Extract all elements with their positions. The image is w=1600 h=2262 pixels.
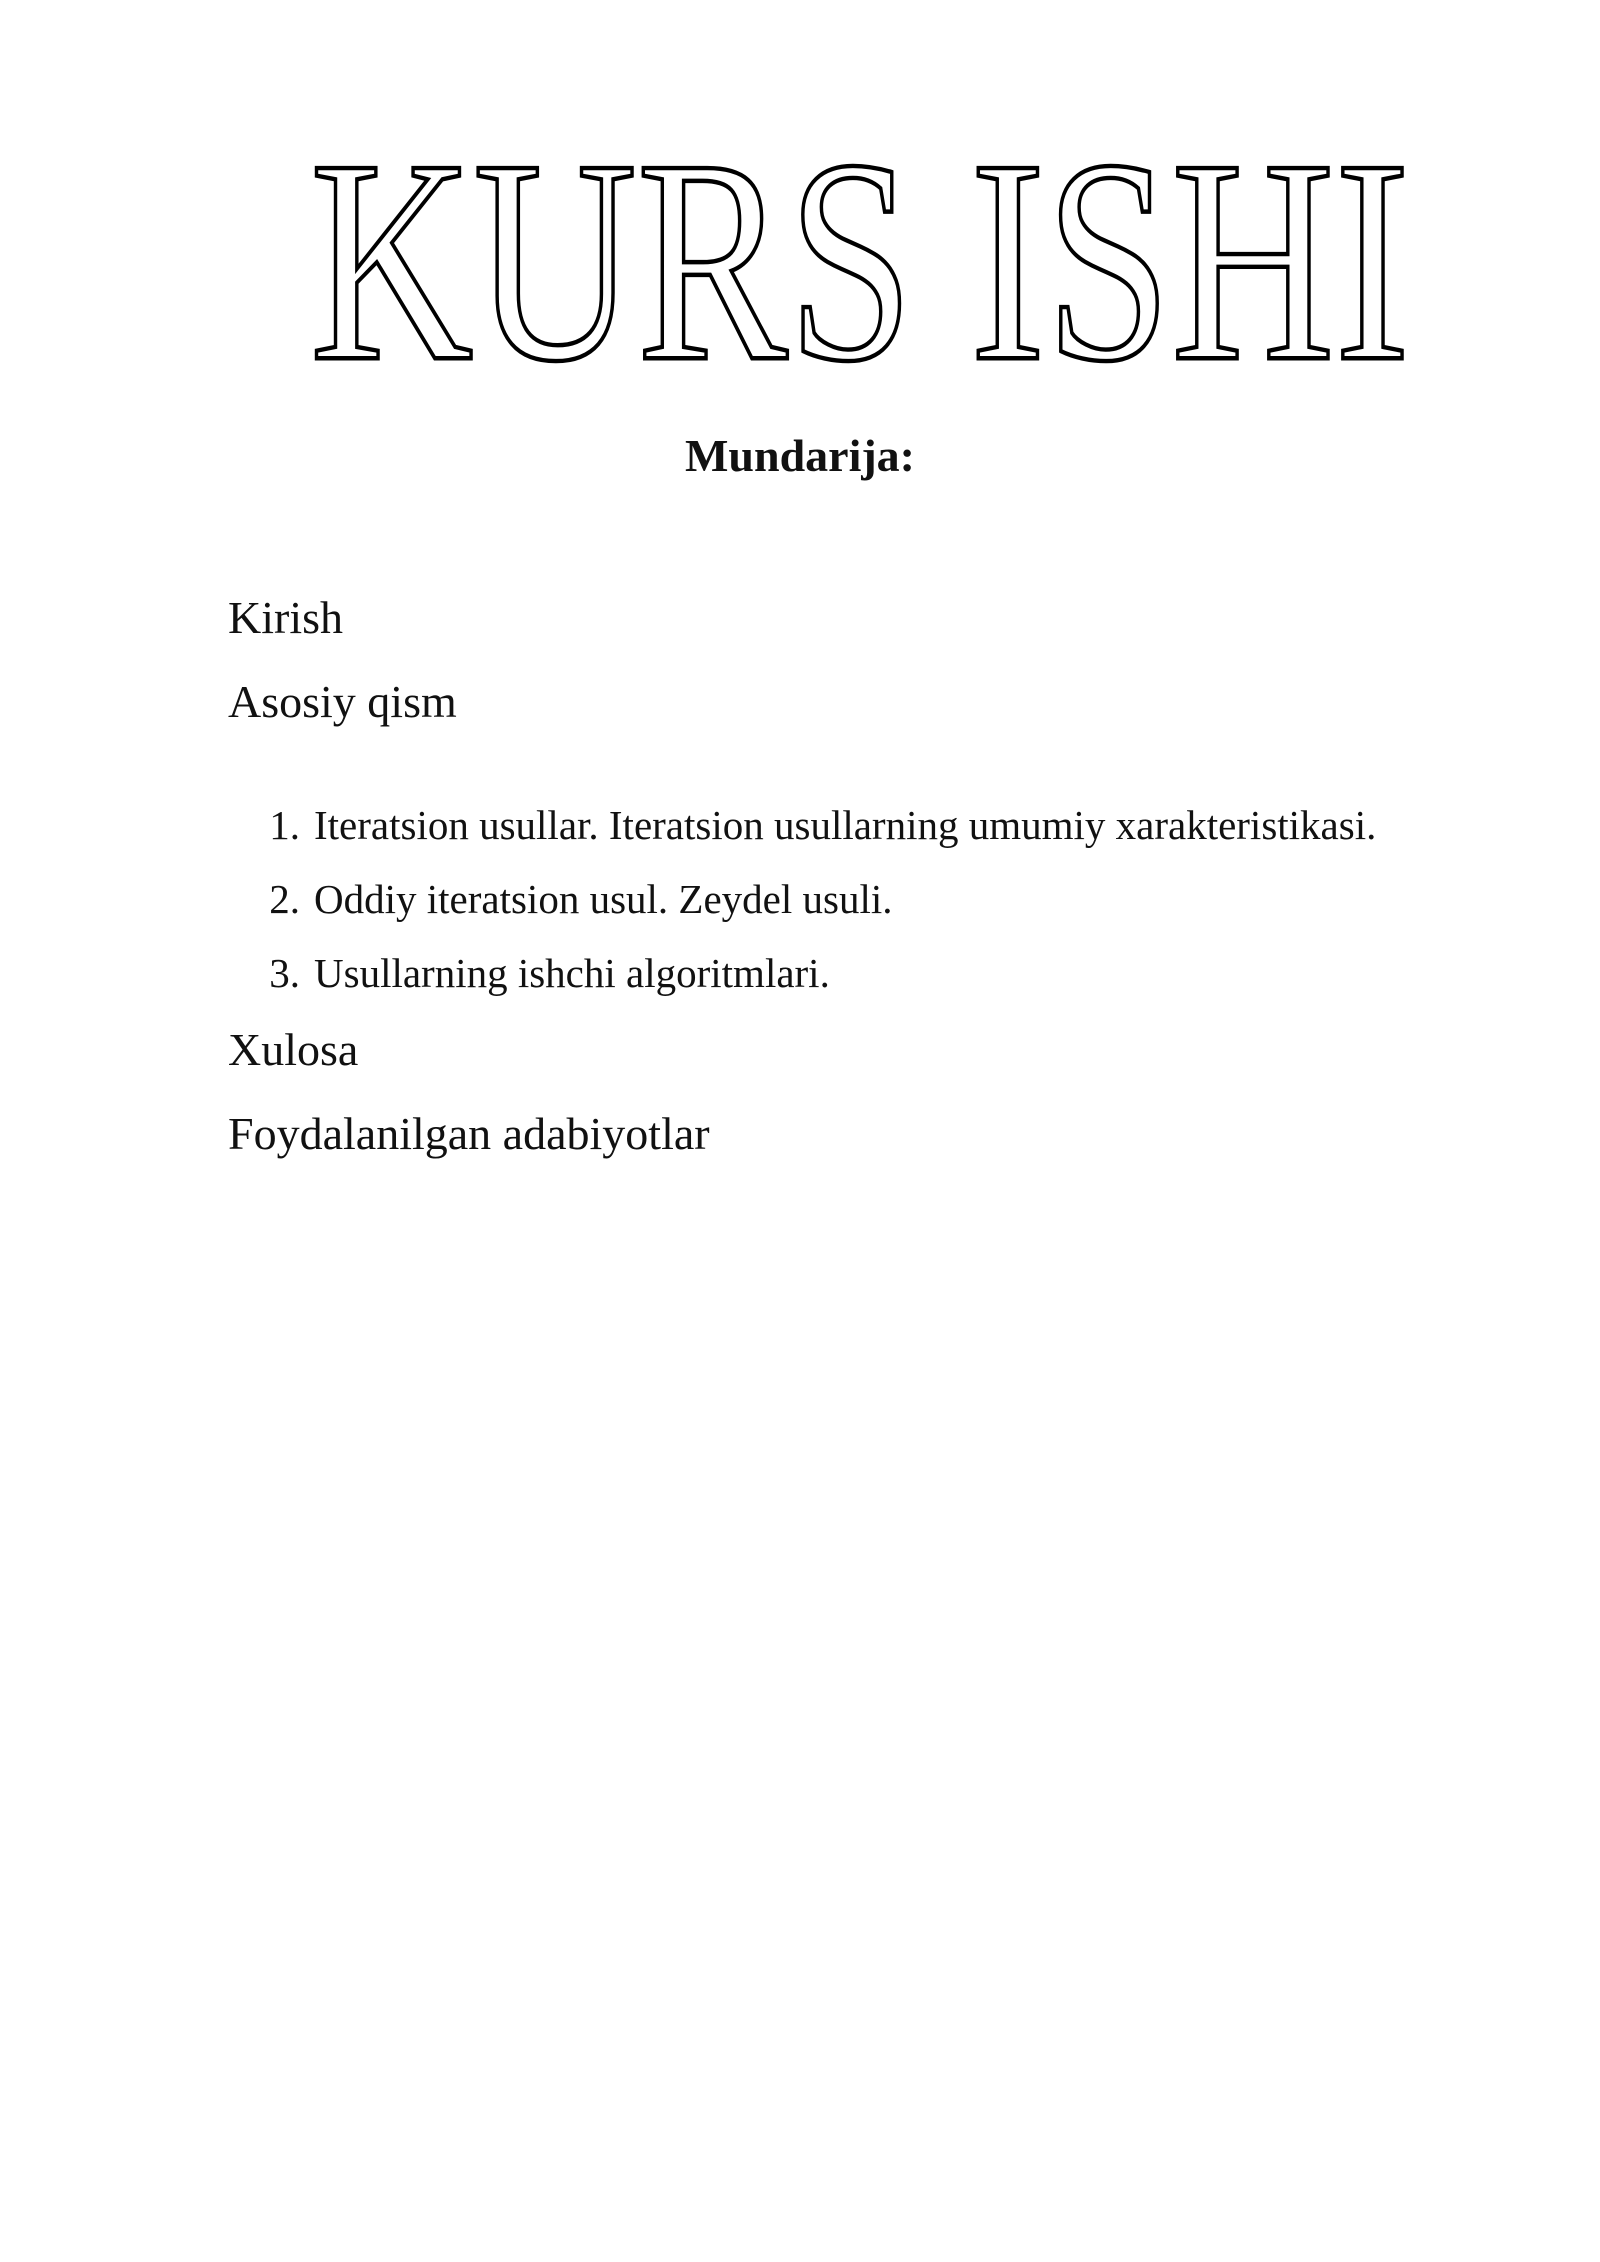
toc-subitem-number: 1.	[269, 802, 300, 848]
toc-subitem-label: Oddiy iteratsion usul. Zeydel usuli.	[314, 876, 893, 922]
toc-subitem	[228, 874, 1508, 924]
table-of-contents	[228, 590, 1508, 1162]
toc-sublist	[228, 800, 1508, 998]
toc-subitem-label: Iteratsion usullar. Iteratsion usullarning umumiy xarakteristikasi.	[314, 802, 1377, 848]
toc-item-conclusion: Xulosa	[228, 1024, 359, 1075]
title-svg	[290, 100, 1430, 430]
toc-item-references: Foydalanilgan adabiyotlar	[228, 1108, 710, 1159]
title-wordart	[290, 100, 1430, 430]
toc-item-main: Asosiy qism	[228, 676, 457, 727]
title-text: KURS ISHI	[310, 100, 1410, 422]
toc-subitem-number: 3.	[269, 950, 300, 996]
toc-subitem-label: Usullarning ishchi algoritmlari.	[314, 950, 830, 996]
toc-subitem	[228, 948, 1508, 998]
toc-heading: Mundarija:	[685, 430, 915, 481]
toc-subitem-number: 2.	[269, 876, 300, 922]
toc-subitem	[228, 800, 1508, 850]
toc-item-intro: Kirish	[228, 592, 343, 643]
